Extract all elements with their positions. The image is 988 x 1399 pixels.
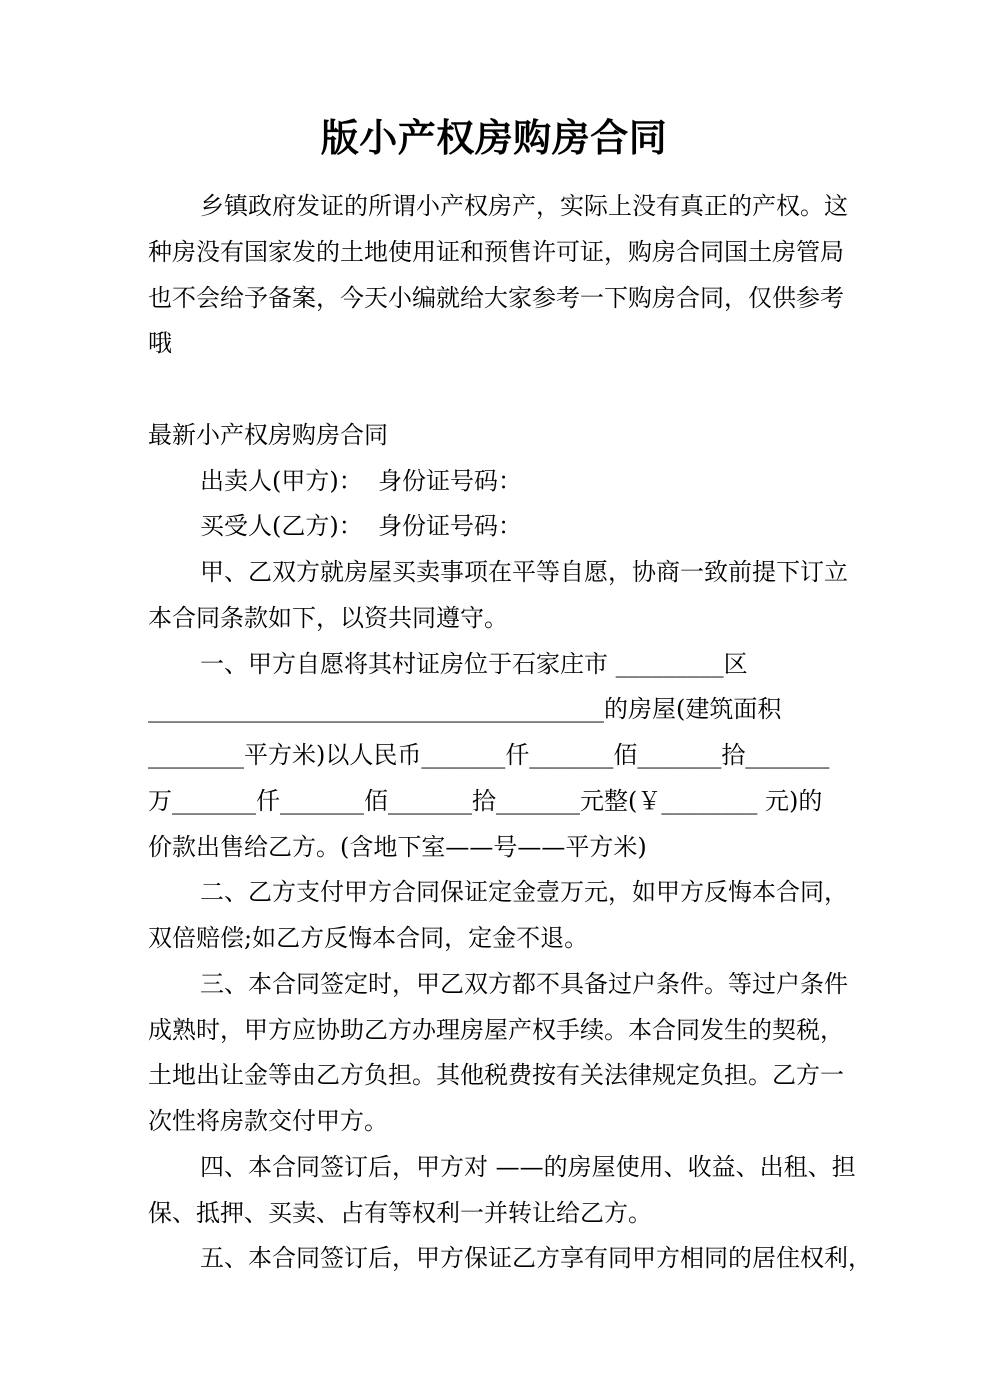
document-line: 双倍赔偿;如乙方反悔本合同，定金不退。 — [148, 924, 589, 952]
document-line: 土地出让金等由乙方负担。其他税费按有关法律规定负担。乙方一 — [148, 1061, 844, 1090]
document-line: 出卖人(甲方)： 身份证号码： — [200, 466, 522, 495]
document-line: ______________________________________的房屋(建筑面积 — [148, 695, 782, 724]
document-line: 五、本合同签订后，甲方保证乙方享有同甲方相同的居住权利， — [200, 1244, 872, 1273]
document-body — [148, 184, 872, 1282]
document-line: 也不会给予备案，今天小编就给大家参考一下购房合同，仅供参考 — [148, 283, 844, 312]
document-blank-line — [148, 367, 840, 413]
document-line: 种房没有国家发的土地使用证和预售许可证，购房合同国土房管局 — [148, 237, 844, 266]
document-line: 二、乙方支付甲方合同保证定金壹万元，如甲方反悔本合同， — [200, 878, 848, 907]
document-line: 三、本合同签定时，甲乙双方都不具备过户条件。等过户条件 — [200, 969, 848, 998]
document-line: 四、本合同签订后，甲方对 ——的房屋使用、收益、出租、担 — [200, 1152, 856, 1181]
document-title: 版小产权房购房合同 — [320, 115, 668, 160]
document-line: 买受人(乙方)： 身份证号码： — [200, 512, 522, 541]
document-line: 价款出售给乙方。(含地下室——号——平方米) — [148, 832, 647, 861]
document-line: 成熟时，甲方应协助乙方办理房屋产权手续。本合同发生的契税， — [148, 1015, 844, 1044]
document-line: ________平方米)以人民币_______仟_______佰_______拾_______ — [148, 741, 830, 769]
document-line: 哦 — [148, 329, 172, 358]
document-line: 一、甲方自愿将其村证房位于石家庄市 _________区 — [200, 649, 748, 678]
document-line: 保、抵押、买卖、占有等权利一并转让给乙方。 — [148, 1198, 652, 1227]
document-line: 甲、乙双方就房屋买卖事项在平等自愿，协商一致前提下订立 — [200, 558, 848, 586]
document-line: 万_______仟_______佰_______拾_______元整(￥________ 元)的 — [148, 786, 823, 815]
document-line: 本合同条款如下，以资共同遵守。 — [148, 603, 508, 632]
document-line: 最新小产权房购房合同 — [148, 420, 388, 449]
document-line: 次性将房款交付甲方。 — [148, 1107, 388, 1135]
document-line: 乡镇政府发证的所谓小产权房产，实际上没有真正的产权。这 — [200, 192, 848, 220]
